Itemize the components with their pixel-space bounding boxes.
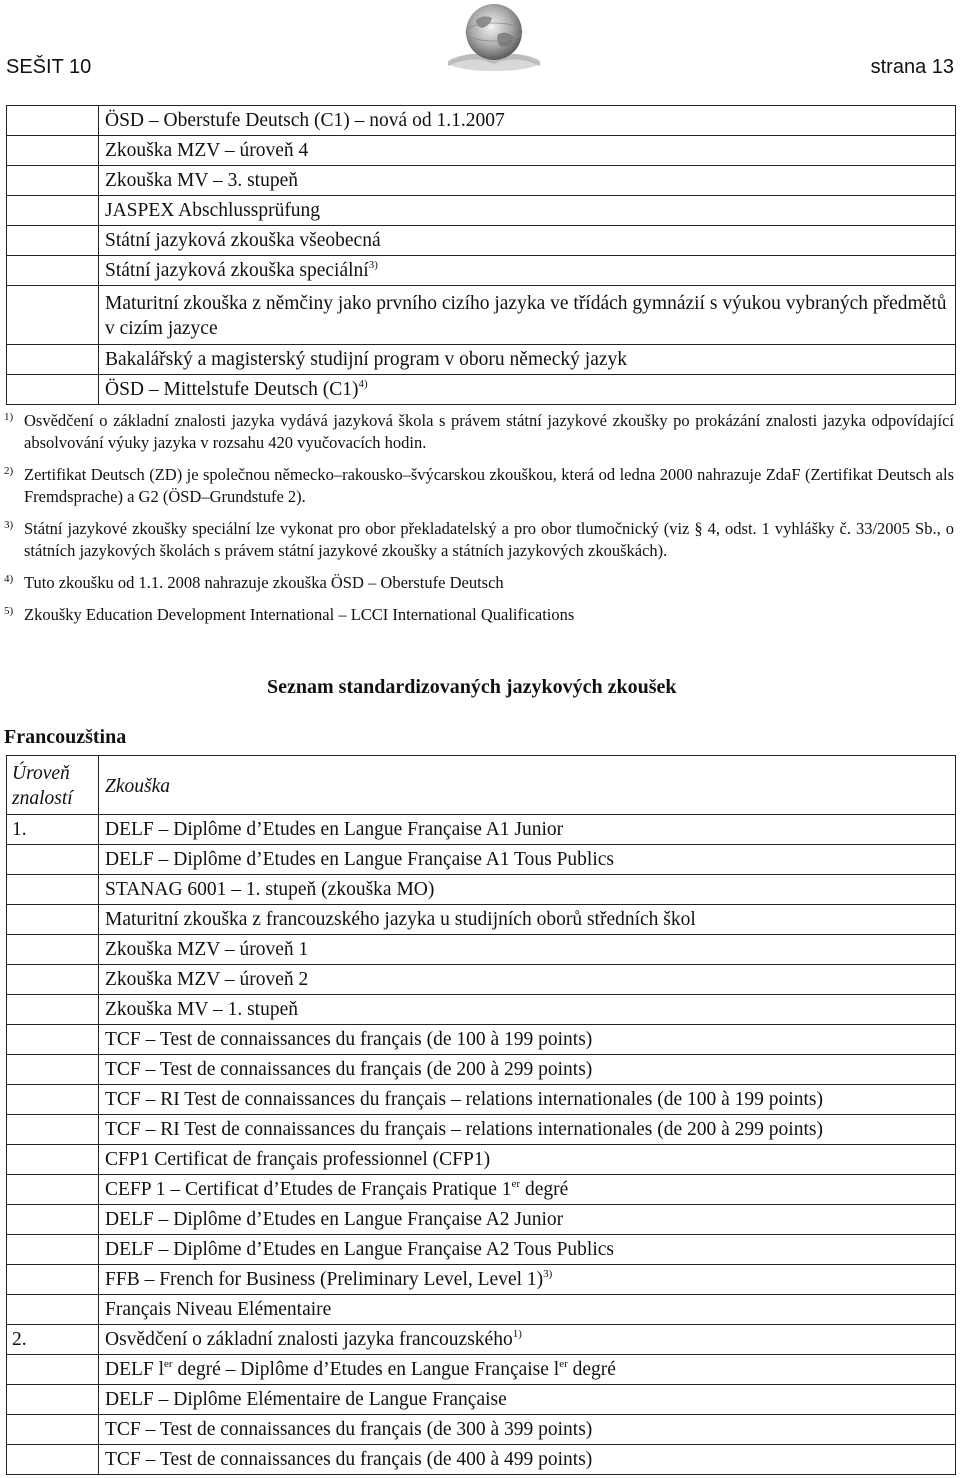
level-cell	[7, 1205, 99, 1235]
german-exams-table	[6, 105, 956, 405]
footnote-number: 2)	[4, 465, 14, 477]
level-cell	[7, 845, 99, 875]
exam-text: DELF – Diplôme d’Etudes en Langue Française A1 Tous Publics	[105, 848, 614, 870]
superscript: 3)	[543, 1267, 553, 1280]
footnote-text: Státní jazykové zkoušky speciální lze vykonat pro obor překladatelský a pro obor tlumočnický (viz § 4, odst. 1 vyhlášky č. 33/2005 Sb., o státních jazykových školách s právem státní jazykové zkoušky a státních jazykových zkouškách).	[24, 519, 954, 560]
header-level: Úroveň znalostí	[7, 756, 99, 815]
exam-text: TCF – Test de connaissances du français (de 100 à 199 points)	[105, 1028, 593, 1050]
exam-cell	[99, 1295, 956, 1325]
level-cell	[7, 1145, 99, 1175]
table-row	[7, 875, 956, 905]
french-exams-table	[6, 755, 956, 1475]
table-row	[7, 226, 956, 256]
level-cell	[7, 196, 99, 226]
exam-text-after: degré	[567, 1358, 616, 1380]
exam-text: STANAG 6001 – 1. stupeň (zkouška MO)	[105, 878, 435, 900]
footnote-number: 5)	[4, 605, 14, 617]
exam-text: Státní jazyková zkouška speciální	[105, 259, 369, 281]
level-cell	[7, 136, 99, 166]
superscript: er	[511, 1177, 521, 1190]
table-row	[7, 845, 956, 875]
level-cell	[7, 1355, 99, 1385]
exam-text: TCF – RI Test de connaissances du français – relations internationales (de 200 à 299 points)	[105, 1118, 823, 1140]
header-exam: Zkouška	[99, 756, 956, 815]
exam-text: DELF – Diplôme d’Etudes en Langue Française A2 Junior	[105, 1208, 564, 1230]
exam-text-after: degré	[520, 1178, 569, 1200]
table-row	[7, 1145, 956, 1175]
table-row	[7, 136, 956, 166]
exam-text: Zkouška MZV – úroveň 2	[105, 968, 309, 990]
exam-text: Zkouška MV – 1. stupeň	[105, 998, 299, 1020]
table-row	[7, 1115, 956, 1145]
footnote-text: Tuto zkoušku od 1.1. 2008 nahrazuje zkouška ÖSD – Oberstufe Deutsch	[24, 573, 504, 592]
exam-cell	[99, 136, 956, 166]
exam-cell	[99, 1445, 956, 1475]
exam-cell	[99, 995, 956, 1025]
exam-text: Maturitní zkouška z němčiny jako prvního cizího jazyka ve třídách gymnázií s výukou vybraných předmětů v cizím jazyce	[105, 293, 947, 339]
exam-text: TCF – Test de connaissances du français (de 400 à 499 points)	[105, 1448, 593, 1470]
exam-cell	[99, 1265, 956, 1295]
table-header-row	[7, 756, 956, 815]
footnote-number: 3)	[4, 519, 14, 531]
exam-text: CEFP 1 – Certificat d’Etudes de Français Pratique 1	[105, 1178, 512, 1200]
section-title: Seznam standardizovaných jazykových zkoušek	[267, 676, 677, 698]
exam-text: Zkouška MV – 3. stupeň	[105, 169, 299, 191]
table-row	[7, 995, 956, 1025]
table-row	[7, 106, 956, 136]
footnote-number: 4)	[4, 573, 14, 585]
level-cell	[7, 345, 99, 375]
table-row	[7, 1445, 956, 1475]
table-row	[7, 965, 956, 995]
table-row	[7, 1055, 956, 1085]
footnote-ref: 3)	[368, 258, 378, 271]
footnote	[0, 464, 960, 508]
table-row	[7, 1025, 956, 1055]
level-cell	[7, 1025, 99, 1055]
exam-cell	[99, 1385, 956, 1415]
exam-text: TCF – Test de connaissances du français (de 200 à 299 points)	[105, 1058, 593, 1080]
level-cell	[7, 1295, 99, 1325]
table-row	[7, 1325, 956, 1355]
exam-text: TCF – Test de connaissances du français (de 300 à 399 points)	[105, 1418, 593, 1440]
exam-cell	[99, 1205, 956, 1235]
exam-text: DELF – Diplôme Elémentaire de Langue Française	[105, 1388, 507, 1410]
level-cell	[7, 226, 99, 256]
exam-text: ÖSD – Oberstufe Deutsch (C1) – nová od 1.1.2007	[105, 109, 505, 131]
table-row	[7, 1175, 956, 1205]
exam-cell	[99, 905, 956, 935]
exam-text: ÖSD – Mittelstufe Deutsch (C1)	[105, 378, 359, 400]
page-header-right: strana 13	[870, 56, 954, 78]
exam-text: Státní jazyková zkouška všeobecná	[105, 229, 381, 251]
level-cell	[7, 995, 99, 1025]
exam-cell	[99, 286, 956, 345]
superscript: er	[164, 1357, 173, 1370]
exam-cell	[99, 875, 956, 905]
level-cell	[7, 1385, 99, 1415]
footnote	[0, 604, 960, 626]
level-cell	[7, 375, 99, 405]
exam-cell	[99, 1055, 956, 1085]
exam-cell	[99, 965, 956, 995]
exam-cell	[99, 1115, 956, 1145]
footnote-text: Zkoušky Education Development International – LCCI International Qualifications	[24, 605, 575, 624]
exam-cell	[99, 1085, 956, 1115]
level-cell	[7, 286, 99, 345]
table-row	[7, 1265, 956, 1295]
page-header-left: SEŠIT 10	[6, 56, 92, 78]
superscript: er	[559, 1357, 568, 1370]
footnote	[0, 518, 960, 562]
footnote	[0, 410, 960, 454]
superscript: 1)	[512, 1327, 522, 1340]
french-title: Francouzština	[4, 726, 127, 748]
level-cell	[7, 875, 99, 905]
exam-cell	[99, 1235, 956, 1265]
exam-text: Zkouška MZV – úroveň 1	[105, 938, 309, 960]
exam-cell	[99, 256, 956, 286]
table-row	[7, 1385, 956, 1415]
table-row	[7, 905, 956, 935]
level-cell	[7, 1085, 99, 1115]
table-row	[7, 196, 956, 226]
exam-cell	[99, 1175, 956, 1205]
level-cell	[7, 1235, 99, 1265]
exam-cell	[99, 166, 956, 196]
level-cell	[7, 256, 99, 286]
table-row	[7, 286, 956, 345]
exam-cell	[99, 1145, 956, 1175]
footnote-number: 1)	[4, 411, 14, 423]
exam-text: Osvědčení o základní znalosti jazyka francouzského	[105, 1328, 513, 1350]
table-row	[7, 1205, 956, 1235]
level-cell	[7, 1175, 99, 1205]
exam-cell	[99, 845, 956, 875]
exam-text: TCF – RI Test de connaissances du français – relations internationales (de 100 à 199 points)	[105, 1088, 823, 1110]
footnote	[0, 572, 960, 594]
level-cell	[7, 905, 99, 935]
level-cell	[7, 106, 99, 136]
level-cell	[7, 965, 99, 995]
level-cell	[7, 1265, 99, 1295]
exam-cell	[99, 1355, 956, 1385]
exam-cell	[99, 196, 956, 226]
exam-text: Maturitní zkouška z francouzského jazyka u studijních oborů středních škol	[105, 908, 696, 930]
table-row	[7, 1415, 956, 1445]
level-cell	[7, 935, 99, 965]
table-row	[7, 1235, 956, 1265]
footnote-ref: 4)	[358, 377, 368, 390]
level-cell: 2.	[7, 1325, 99, 1355]
footnote-text: Zertifikat Deutsch (ZD) je společnou německo–rakousko–švýcarskou zkouškou, která od ledna 2000 nahrazuje ZdaF (Zertifikat Deutsch als Fremdsprache) a G2 (ÖSD–Grundstufe 2).	[24, 465, 954, 506]
table-row	[7, 166, 956, 196]
level-cell	[7, 1415, 99, 1445]
table-row	[7, 815, 956, 845]
exam-cell	[99, 815, 956, 845]
exam-cell	[99, 226, 956, 256]
exam-text-after: degré – Diplôme d’Etudes en Langue Française l	[172, 1358, 560, 1380]
table-row	[7, 1355, 956, 1385]
exam-text: Français Niveau Elémentaire	[105, 1298, 332, 1320]
globe-book-logo	[432, 0, 552, 72]
level-cell: 1.	[7, 815, 99, 845]
level-cell	[7, 166, 99, 196]
exam-cell	[99, 935, 956, 965]
table-row	[7, 1295, 956, 1325]
table-row	[7, 375, 956, 405]
footnotes	[0, 410, 960, 636]
exam-cell	[99, 1025, 956, 1055]
exam-text: DELF l	[105, 1358, 165, 1380]
exam-text: FFB – French for Business (Preliminary Level, Level 1)	[105, 1268, 544, 1290]
table-row	[7, 935, 956, 965]
exam-text: Bakalářský a magisterský studijní program v oboru německý jazyk	[105, 348, 628, 370]
exam-cell	[99, 345, 956, 375]
exam-cell	[99, 1325, 956, 1355]
exam-text: Zkouška MZV – úroveň 4	[105, 139, 309, 161]
table-row	[7, 256, 956, 286]
level-cell	[7, 1115, 99, 1145]
table-row	[7, 1085, 956, 1115]
level-cell	[7, 1445, 99, 1475]
footnote-text: Osvědčení o základní znalosti jazyka vydává jazyková škola s právem státní jazykové zkoušky po prokázání znalosti jazyka odpovídající absolvování výuky jazyka v rozsahu 420 vyučovacích hodin.	[24, 411, 954, 452]
exam-cell	[99, 106, 956, 136]
exam-text: DELF – Diplôme d’Etudes en Langue Française A1 Junior	[105, 818, 564, 840]
exam-text: CFP1 Certificat de français professionnel (CFP1)	[105, 1148, 491, 1170]
exam-text: JASPEX Abschlussprüfung	[105, 199, 321, 221]
level-cell	[7, 1055, 99, 1085]
exam-text: DELF – Diplôme d’Etudes en Langue Française A2 Tous Publics	[105, 1238, 614, 1260]
table-row	[7, 345, 956, 375]
exam-cell	[99, 375, 956, 405]
exam-cell	[99, 1415, 956, 1445]
